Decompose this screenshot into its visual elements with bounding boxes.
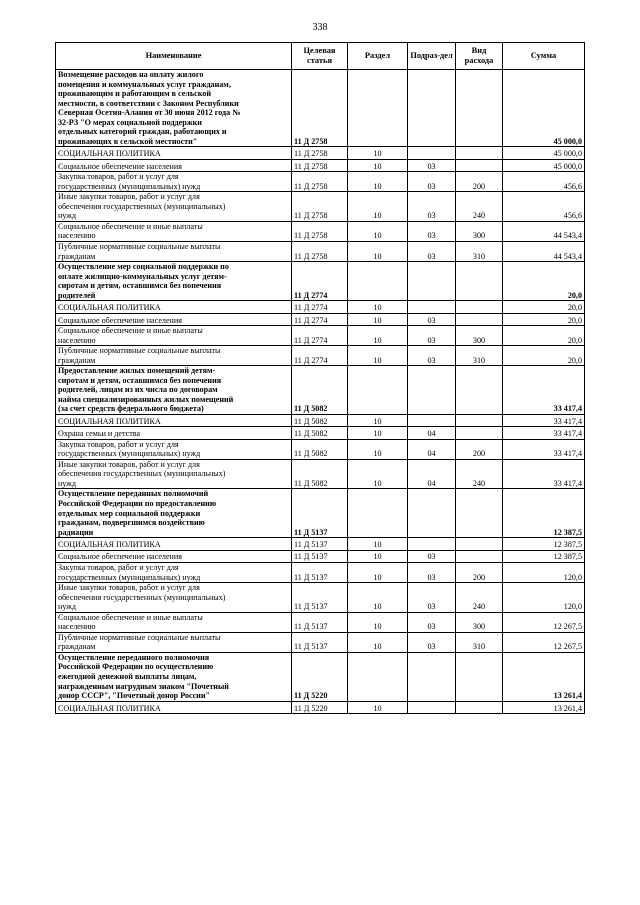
row-name-line: нужд xyxy=(58,602,76,612)
row-target: 11 Д 5137 xyxy=(292,583,348,613)
table-row xyxy=(56,563,585,583)
row-name-line: нужд xyxy=(58,211,76,221)
column-header-expense-type: Вид расхода xyxy=(456,43,503,70)
row-name-line: Социальное обеспечение населения xyxy=(58,161,182,171)
row-name xyxy=(56,563,292,583)
row-expense-type xyxy=(456,427,503,439)
row-name-line: Публичные нормативные социальные выплаты xyxy=(58,632,221,642)
row-section: 10 xyxy=(348,459,408,489)
row-expense-type: 310 xyxy=(456,632,503,652)
row-expense-type: 300 xyxy=(456,612,503,632)
row-amount: 12 387,5 xyxy=(503,550,585,562)
table-row xyxy=(56,583,585,613)
table-row xyxy=(56,326,585,346)
row-target: 11 Д 5220 xyxy=(292,701,348,713)
table-row xyxy=(56,301,585,313)
row-section: 10 xyxy=(348,538,408,550)
row-amount: 456,6 xyxy=(503,192,585,222)
row-expense-type xyxy=(456,414,503,426)
row-name-line: нужд xyxy=(58,478,76,488)
row-section: 10 xyxy=(348,612,408,632)
row-name-line: отдельных категорий граждан, работающих и xyxy=(58,127,227,137)
row-amount: 44 543,4 xyxy=(503,221,585,241)
row-name-line: сиротам и детям, оставшимся без попечения xyxy=(58,281,222,291)
row-name-line: Возмещение расходов на оплату жилого xyxy=(58,70,204,79)
row-name-line: населению xyxy=(58,335,96,345)
row-name-line: Закупка товаров, работ и услуг для xyxy=(58,439,179,449)
row-name xyxy=(56,192,292,222)
row-name-line: гражданам, подвергшимся воздействию xyxy=(58,518,205,528)
row-target: 11 Д 2758 xyxy=(292,241,348,261)
row-section xyxy=(348,366,408,415)
row-target: 11 Д 5137 xyxy=(292,550,348,562)
row-name xyxy=(56,652,292,701)
row-subsection: 03 xyxy=(408,632,456,652)
row-section: 10 xyxy=(348,701,408,713)
table-row xyxy=(56,221,585,241)
row-name-line: отдельных мер социальной поддержки xyxy=(58,508,201,518)
row-expense-type: 240 xyxy=(456,459,503,489)
row-name xyxy=(56,346,292,366)
row-name-line: награжденным нагрудным знаком "Почетный xyxy=(58,681,229,691)
column-header-amount: Сумма xyxy=(503,43,585,70)
row-name-line: найма специализированных жилых помещений xyxy=(58,394,234,404)
row-name xyxy=(56,439,292,459)
row-name-line: обеспечения государственных (муниципальных) xyxy=(58,469,226,479)
row-name-line: обеспечения государственных (муниципальных) xyxy=(58,592,226,602)
row-target: 11 Д 5082 xyxy=(292,414,348,426)
row-name-line: населению xyxy=(58,622,96,632)
row-expense-type: 310 xyxy=(456,346,503,366)
row-expense-type: 200 xyxy=(456,172,503,192)
row-expense-type xyxy=(456,262,503,301)
row-subsection: 03 xyxy=(408,241,456,261)
row-name-line: обеспечения государственных (муниципальных) xyxy=(58,201,226,211)
row-section: 10 xyxy=(348,346,408,366)
row-amount: 20,0 xyxy=(503,313,585,325)
row-subsection xyxy=(408,489,456,538)
table-row xyxy=(56,147,585,159)
row-subsection: 03 xyxy=(408,612,456,632)
row-name-line: Закупка товаров, работ и услуг для xyxy=(58,172,179,182)
row-amount: 45 000,0 xyxy=(503,70,585,147)
row-section: 10 xyxy=(348,301,408,313)
row-name xyxy=(56,612,292,632)
row-amount: 12 267,5 xyxy=(503,612,585,632)
row-amount: 33 417,4 xyxy=(503,427,585,439)
table-row xyxy=(56,489,585,538)
row-name-line: государственных (муниципальных) нужд xyxy=(58,181,201,191)
column-header-subsection: Подраз-дел xyxy=(408,43,456,70)
row-subsection xyxy=(408,301,456,313)
row-subsection: 03 xyxy=(408,159,456,171)
row-name-line: Публичные нормативные социальные выплаты xyxy=(58,241,221,251)
row-name-line: СОЦИАЛЬНАЯ ПОЛИТИКА xyxy=(58,149,161,159)
row-subsection: 03 xyxy=(408,172,456,192)
row-subsection xyxy=(408,262,456,301)
row-section xyxy=(348,489,408,538)
row-name-line: Иные закупки товаров, работ и услуг для xyxy=(58,583,200,593)
row-amount: 33 417,4 xyxy=(503,439,585,459)
row-name-line: Социальное обеспечение и иные выплаты xyxy=(58,612,203,622)
row-name-line: Иные закупки товаров, работ и услуг для xyxy=(58,459,200,469)
row-section: 10 xyxy=(348,147,408,159)
row-expense-type: 310 xyxy=(456,241,503,261)
row-name xyxy=(56,70,292,147)
row-subsection xyxy=(408,652,456,701)
row-name xyxy=(56,301,292,313)
row-section: 10 xyxy=(348,550,408,562)
row-name-line: Предоставление жилых помещений детям- xyxy=(58,366,216,376)
row-subsection: 03 xyxy=(408,326,456,346)
table-row xyxy=(56,172,585,192)
column-header-section: Раздел xyxy=(348,43,408,70)
row-name-line: Социальное обеспечение и иные выплаты xyxy=(58,221,203,231)
row-section: 10 xyxy=(348,172,408,192)
row-amount: 44 543,4 xyxy=(503,241,585,261)
row-amount: 33 417,4 xyxy=(503,366,585,415)
row-subsection xyxy=(408,366,456,415)
table-row xyxy=(56,313,585,325)
row-target: 11 Д 5220 xyxy=(292,652,348,701)
row-amount: 120,0 xyxy=(503,583,585,613)
row-target: 11 Д 5137 xyxy=(292,563,348,583)
row-target: 11 Д 5137 xyxy=(292,632,348,652)
page-number: 338 xyxy=(312,22,328,33)
row-name-line: гражданам xyxy=(58,642,96,652)
row-name-line: Северная Осетия-Алания от 30 июня 2012 года № xyxy=(58,108,241,118)
table-header-row xyxy=(56,43,585,70)
row-name-line: сиротам и детям, оставшимся без попечения xyxy=(58,375,222,385)
row-expense-type: 200 xyxy=(456,439,503,459)
row-amount: 20,0 xyxy=(503,326,585,346)
row-section: 10 xyxy=(348,313,408,325)
row-subsection: 04 xyxy=(408,439,456,459)
row-subsection: 03 xyxy=(408,221,456,241)
row-target: 11 Д 5082 xyxy=(292,427,348,439)
row-name-line: 32-РЗ "О мерах социальной поддержки xyxy=(58,117,202,127)
row-name xyxy=(56,489,292,538)
row-name-line: (за счет средств федерального бюджета) xyxy=(58,404,204,414)
table-row xyxy=(56,459,585,489)
row-name-line: Закупка товаров, работ и услуг для xyxy=(58,563,179,572)
row-subsection: 04 xyxy=(408,459,456,489)
row-target: 11 Д 2774 xyxy=(292,262,348,301)
row-target: 11 Д 2758 xyxy=(292,159,348,171)
row-name-line: родителей xyxy=(58,290,96,300)
row-name xyxy=(56,262,292,301)
row-subsection: 03 xyxy=(408,583,456,613)
row-target: 11 Д 2758 xyxy=(292,221,348,241)
row-name-line: оплате жилищно-коммунальных услуг детям- xyxy=(58,271,227,281)
row-target: 11 Д 5137 xyxy=(292,612,348,632)
table-row xyxy=(56,192,585,222)
row-name-line: государственных (муниципальных) нужд xyxy=(58,572,201,582)
row-name-line: донор СССР", "Почетный донор России" xyxy=(58,691,210,701)
row-amount: 33 417,4 xyxy=(503,459,585,489)
table-row xyxy=(56,346,585,366)
row-name-line: Социальное обеспечение и иные выплаты xyxy=(58,326,203,336)
row-target: 11 Д 5137 xyxy=(292,489,348,538)
row-name-line: Российской Федерации по предоставлению xyxy=(58,499,217,509)
row-expense-type xyxy=(456,366,503,415)
table-row xyxy=(56,538,585,550)
row-name-line: Осуществление мер социальной поддержки по xyxy=(58,262,229,272)
row-subsection: 03 xyxy=(408,550,456,562)
column-header-name: Наименование xyxy=(56,43,292,70)
row-expense-type: 240 xyxy=(456,192,503,222)
row-name xyxy=(56,701,292,713)
row-name xyxy=(56,159,292,171)
row-subsection xyxy=(408,70,456,147)
row-name-line: Осуществление переданных полномочий xyxy=(58,489,209,499)
row-section: 10 xyxy=(348,326,408,346)
row-name-line: Иные закупки товаров, работ и услуг для xyxy=(58,192,200,202)
row-name xyxy=(56,632,292,652)
table-row xyxy=(56,262,585,301)
row-name xyxy=(56,414,292,426)
row-amount: 13 261,4 xyxy=(503,652,585,701)
row-amount: 12 387,5 xyxy=(503,538,585,550)
row-section: 10 xyxy=(348,192,408,222)
row-section xyxy=(348,652,408,701)
row-name xyxy=(56,221,292,241)
row-expense-type xyxy=(456,538,503,550)
row-target: 11 Д 2758 xyxy=(292,70,348,147)
row-expense-type xyxy=(456,701,503,713)
row-expense-type xyxy=(456,70,503,147)
row-name xyxy=(56,241,292,261)
row-name-line: гражданам xyxy=(58,251,96,261)
row-subsection: 03 xyxy=(408,313,456,325)
row-target: 11 Д 2758 xyxy=(292,192,348,222)
row-amount: 33 417,4 xyxy=(503,414,585,426)
row-subsection xyxy=(408,538,456,550)
row-target: 11 Д 2774 xyxy=(292,301,348,313)
row-name-line: гражданам xyxy=(58,355,96,365)
table-row xyxy=(56,414,585,426)
row-name xyxy=(56,147,292,159)
row-name-line: помещения и коммунальных услуг гражданам, xyxy=(58,79,231,89)
row-section xyxy=(348,262,408,301)
row-expense-type: 300 xyxy=(456,326,503,346)
table-row xyxy=(56,652,585,701)
row-expense-type: 200 xyxy=(456,563,503,583)
row-section xyxy=(348,70,408,147)
row-target: 11 Д 5137 xyxy=(292,538,348,550)
row-name xyxy=(56,366,292,415)
row-expense-type xyxy=(456,489,503,538)
row-amount: 12 387,5 xyxy=(503,489,585,538)
table-body xyxy=(56,70,585,714)
row-target: 11 Д 2774 xyxy=(292,326,348,346)
row-name-line: ежегодной денежной выплаты лицам, xyxy=(58,672,197,682)
row-name xyxy=(56,550,292,562)
row-expense-type xyxy=(456,550,503,562)
table-row xyxy=(56,159,585,171)
row-target: 11 Д 2758 xyxy=(292,172,348,192)
row-name-line: Осуществление переданного полномочия xyxy=(58,652,210,662)
row-name-line: Публичные нормативные социальные выплаты xyxy=(58,346,221,356)
row-name-line: Социальное обеспечение населения xyxy=(58,552,182,562)
row-name-line: проживающим и работающим в сельской xyxy=(58,89,211,99)
table-row xyxy=(56,366,585,415)
table-row xyxy=(56,550,585,562)
table-row xyxy=(56,427,585,439)
row-amount: 20,0 xyxy=(503,262,585,301)
table-row xyxy=(56,241,585,261)
table-row xyxy=(56,632,585,652)
budget-table xyxy=(55,42,585,714)
row-name xyxy=(56,313,292,325)
row-target: 11 Д 2774 xyxy=(292,313,348,325)
row-name-line: СОЦИАЛЬНАЯ ПОЛИТИКА xyxy=(58,540,161,550)
row-name xyxy=(56,583,292,613)
row-section: 10 xyxy=(348,439,408,459)
row-name-line: СОЦИАЛЬНАЯ ПОЛИТИКА xyxy=(58,416,161,426)
row-name-line: СОЦИАЛЬНАЯ ПОЛИТИКА xyxy=(58,703,161,713)
row-target: 11 Д 2774 xyxy=(292,346,348,366)
row-section: 10 xyxy=(348,159,408,171)
row-expense-type xyxy=(456,147,503,159)
row-amount: 13 261,4 xyxy=(503,701,585,713)
row-name-line: радиации xyxy=(58,527,94,537)
row-expense-type xyxy=(456,301,503,313)
row-amount: 45 000,0 xyxy=(503,147,585,159)
row-expense-type xyxy=(456,159,503,171)
row-name xyxy=(56,427,292,439)
row-expense-type: 300 xyxy=(456,221,503,241)
row-name-line: местности, в соответствии с Законом Республики xyxy=(58,98,239,108)
row-name-line: государственных (муниципальных) нужд xyxy=(58,449,201,459)
row-name-line: Российской Федерации по осуществлению xyxy=(58,662,214,672)
row-amount: 45 000,0 xyxy=(503,159,585,171)
row-target: 11 Д 2758 xyxy=(292,147,348,159)
row-section: 10 xyxy=(348,563,408,583)
row-name-line: Охрана семьи и детства xyxy=(58,429,141,439)
row-subsection xyxy=(408,701,456,713)
row-name xyxy=(56,326,292,346)
row-subsection xyxy=(408,147,456,159)
table-row xyxy=(56,612,585,632)
row-amount: 120,0 xyxy=(503,563,585,583)
row-section: 10 xyxy=(348,241,408,261)
row-name xyxy=(56,172,292,192)
table-row xyxy=(56,70,585,147)
row-section: 10 xyxy=(348,414,408,426)
row-subsection: 03 xyxy=(408,346,456,366)
row-name-line: СОЦИАЛЬНАЯ ПОЛИТИКА xyxy=(58,303,161,313)
row-section: 10 xyxy=(348,583,408,613)
row-target: 11 Д 5082 xyxy=(292,439,348,459)
row-subsection: 03 xyxy=(408,192,456,222)
row-amount: 12 267,5 xyxy=(503,632,585,652)
row-subsection: 04 xyxy=(408,427,456,439)
row-amount: 456,6 xyxy=(503,172,585,192)
row-expense-type xyxy=(456,652,503,701)
row-target: 11 Д 5082 xyxy=(292,366,348,415)
row-section: 10 xyxy=(348,632,408,652)
row-expense-type xyxy=(456,313,503,325)
table-row xyxy=(56,439,585,459)
row-subsection: 03 xyxy=(408,563,456,583)
row-amount: 20,0 xyxy=(503,346,585,366)
column-header-target: Целевая статья xyxy=(292,43,348,70)
row-target: 11 Д 5082 xyxy=(292,459,348,489)
row-name-line: населению xyxy=(58,231,96,241)
row-name-line: родителей, лицам из их числа по договорам xyxy=(58,385,218,395)
row-section: 10 xyxy=(348,221,408,241)
row-name-line: Социальное обеспечение населения xyxy=(58,315,182,325)
row-name-line: проживающих в сельской местности" xyxy=(58,136,198,146)
row-name xyxy=(56,459,292,489)
row-expense-type: 240 xyxy=(456,583,503,613)
row-subsection xyxy=(408,414,456,426)
row-section: 10 xyxy=(348,427,408,439)
row-name xyxy=(56,538,292,550)
table-row xyxy=(56,701,585,713)
row-amount: 20,0 xyxy=(503,301,585,313)
